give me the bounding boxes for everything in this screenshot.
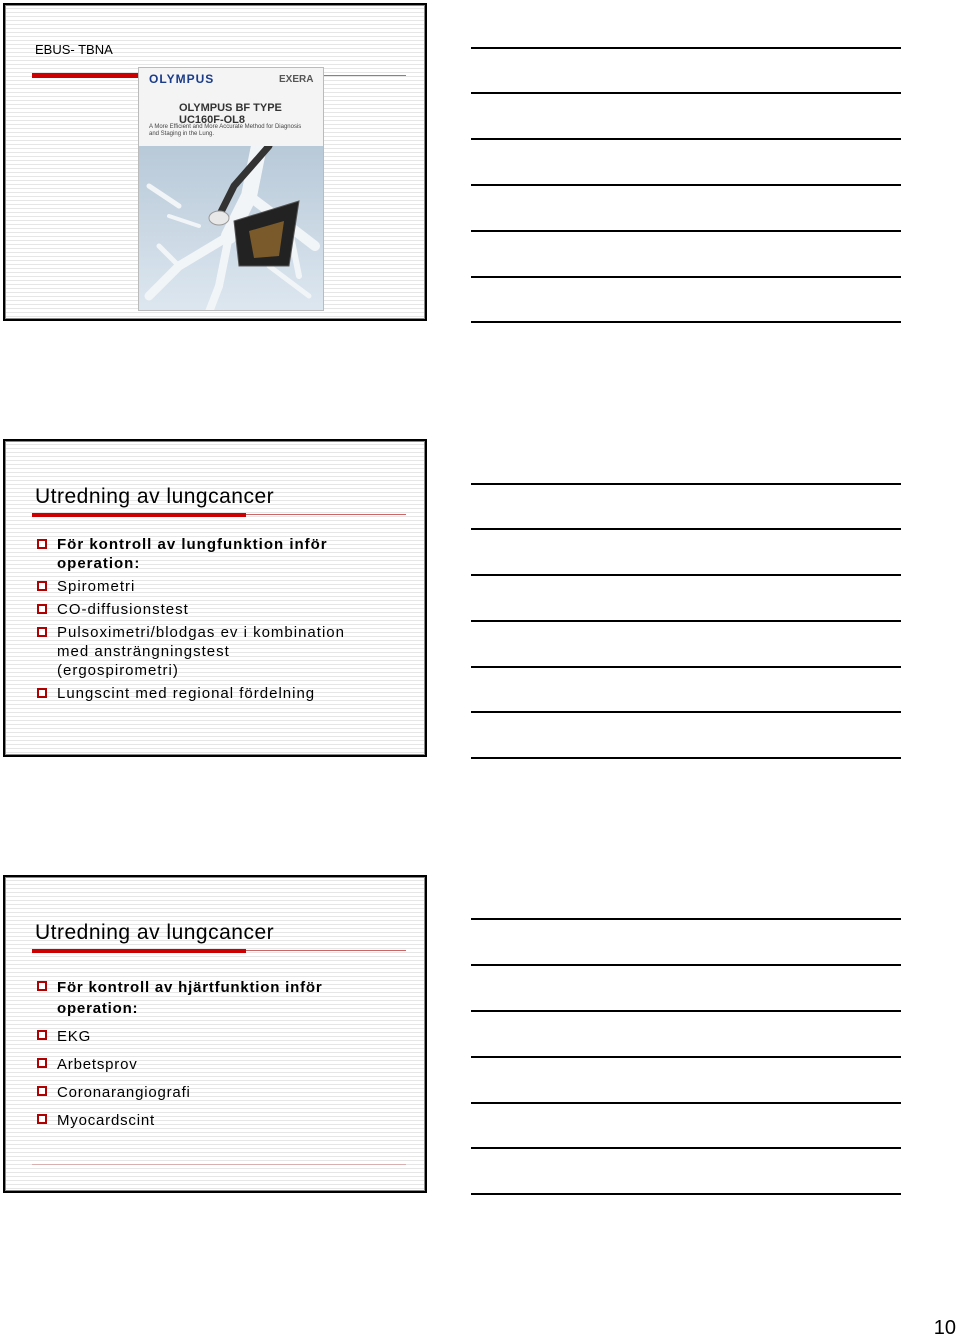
checkbox-icon bbox=[37, 627, 47, 637]
slide-1 bbox=[3, 3, 427, 321]
note-line bbox=[471, 276, 901, 278]
bullet-list bbox=[35, 535, 345, 707]
note-line bbox=[471, 184, 901, 186]
slide-3 bbox=[3, 875, 427, 1193]
bullet-item: För kontroll av hjärtfunktion inför operation: bbox=[35, 977, 323, 1019]
checkbox-icon bbox=[37, 1086, 47, 1096]
checkbox-icon bbox=[37, 1114, 47, 1124]
checkbox-icon bbox=[37, 1058, 47, 1068]
note-line bbox=[471, 1102, 901, 1104]
ad-brand-logo: OLYMPUS bbox=[149, 72, 215, 86]
checkbox-icon bbox=[37, 539, 47, 549]
note-line bbox=[471, 321, 901, 323]
accent-bar bbox=[32, 949, 246, 953]
note-line bbox=[471, 92, 901, 94]
bullet-item: Pulsoximetri/blodgas ev i kombination med ansträngningstest (ergospirometri) bbox=[35, 623, 345, 680]
bullet-list bbox=[35, 977, 323, 1138]
ad-tagline: A More Efficient and More Accurate Method for Diagnosis and Staging in the Lung. bbox=[149, 124, 302, 137]
accent-bar bbox=[32, 73, 138, 78]
note-line bbox=[471, 47, 901, 49]
accent-line bbox=[246, 950, 406, 951]
ad-product-logo: EXERA bbox=[279, 74, 314, 85]
bullet-item: Arbetsprov bbox=[35, 1054, 323, 1075]
page-number: 10 bbox=[933, 1317, 956, 1339]
accent-line bbox=[246, 514, 406, 515]
bronchoscope-illustration bbox=[139, 146, 324, 311]
bullet-item: Lungscint med regional fördelning bbox=[35, 684, 345, 703]
checkbox-icon bbox=[37, 981, 47, 991]
note-line bbox=[471, 964, 901, 966]
checkbox-icon bbox=[37, 688, 47, 698]
slide-2 bbox=[3, 439, 427, 757]
bullet-item: CO-diffusionstest bbox=[35, 600, 345, 619]
ad-header bbox=[139, 68, 323, 146]
checkbox-icon bbox=[37, 1030, 47, 1040]
note-line bbox=[471, 138, 901, 140]
note-line bbox=[471, 757, 901, 759]
checkbox-icon bbox=[37, 604, 47, 614]
note-line bbox=[471, 1193, 901, 1195]
note-line bbox=[471, 574, 901, 576]
slide-title: Utredning av lungcancer bbox=[35, 921, 275, 944]
bullet-item: För kontroll av lungfunktion inför operation: bbox=[35, 535, 345, 573]
bullet-item: Coronarangiografi bbox=[35, 1082, 323, 1103]
note-line bbox=[471, 1010, 901, 1012]
note-line bbox=[471, 666, 901, 668]
note-line bbox=[471, 483, 901, 485]
note-line bbox=[471, 918, 901, 920]
ad-model-name: OLYMPUS BF TYPE UC160F-OL8 bbox=[179, 102, 282, 126]
bullet-item: EKG bbox=[35, 1026, 323, 1047]
checkbox-icon bbox=[37, 581, 47, 591]
note-line bbox=[471, 1147, 901, 1149]
note-line bbox=[471, 1056, 901, 1058]
accent-bar bbox=[32, 513, 246, 517]
footer-line bbox=[32, 1164, 406, 1165]
bullet-item: Myocardscint bbox=[35, 1110, 323, 1131]
slide-caption: EBUS- TBNA bbox=[35, 42, 113, 57]
product-advertisement-image bbox=[138, 67, 324, 311]
bullet-item: Spirometri bbox=[35, 577, 345, 596]
note-line bbox=[471, 711, 901, 713]
note-line bbox=[471, 230, 901, 232]
note-line bbox=[471, 620, 901, 622]
slide-title: Utredning av lungcancer bbox=[35, 485, 275, 508]
note-line bbox=[471, 528, 901, 530]
